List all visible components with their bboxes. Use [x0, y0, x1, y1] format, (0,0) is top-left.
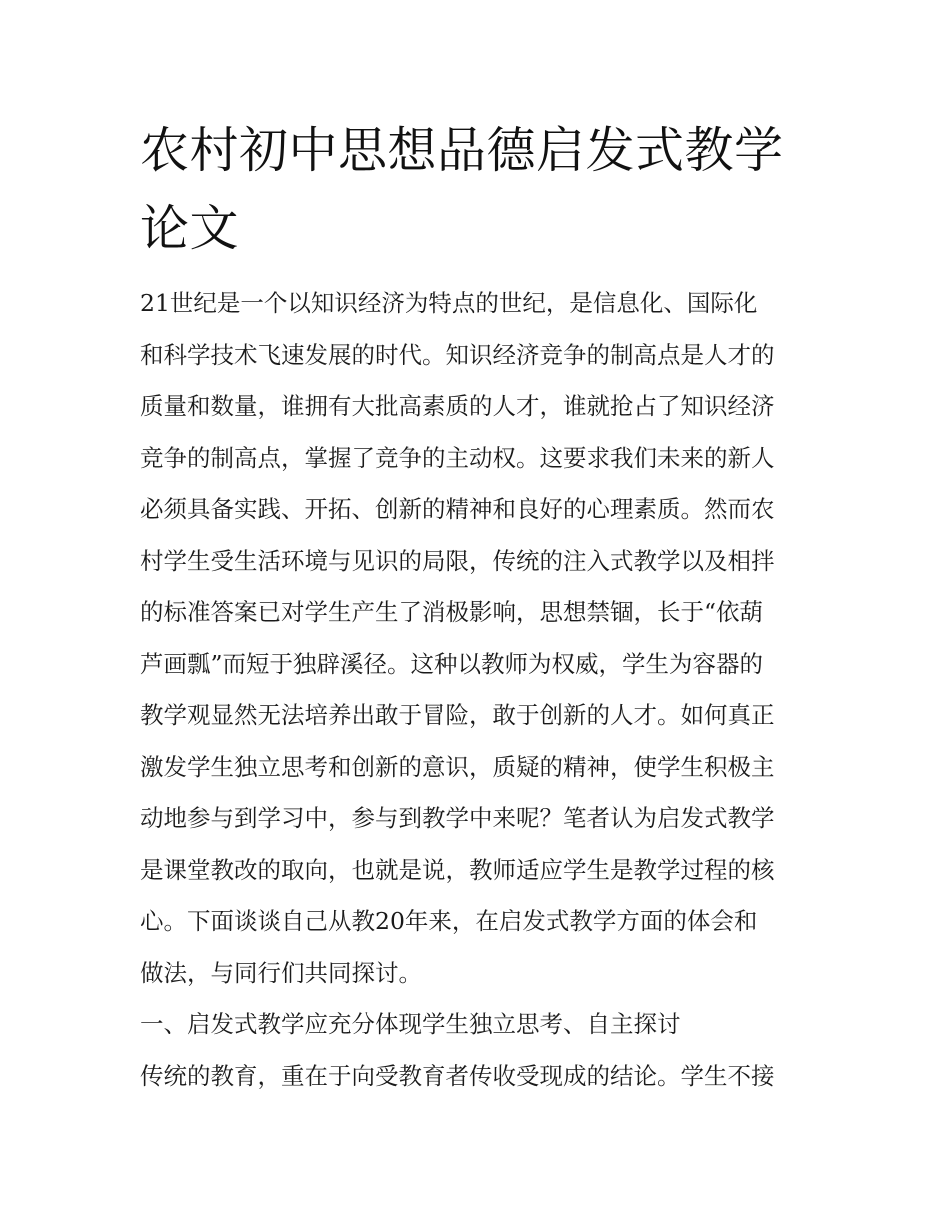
body-line-8: 芦画瓢”而短于独辟溪径。这种以教师为权威，学生为容器的 [140, 649, 764, 678]
body-line-9: 教学观显然无法培养出敢于冒险，敢于创新的人才。如何真正 [140, 701, 775, 729]
body-line-10: 激发学生独立思考和创新的意识，质疑的精神，使学生积极主 [140, 752, 775, 781]
title-line-2: 论文 [140, 200, 240, 257]
body-line-11: 动地参与到学习中，参与到教学中来呢？笔者认为启发式教学 [140, 804, 775, 832]
body-line-14: 做法，与同行们共同探讨。 [140, 958, 422, 987]
body-line-16: 传统的教育，重在于向受教育者传收受现成的结论。学生不接 [140, 1061, 775, 1090]
body-line-6: 村学生受生活环境与见识的局限，传统的注入式教学以及相拌 [140, 546, 775, 575]
body-line-7: 的标准答案已对学生产生了消极影响，思想禁锢，长于“依葫 [140, 598, 764, 626]
body-line-13: 心。下面谈谈自己从教20年来，在启发式教学方面的体会和 [140, 907, 758, 935]
section-heading-1: 一、启发式教学应充分体现学生独立思考、自主探讨 [140, 1010, 681, 1038]
document-body [140, 278, 830, 1102]
body-line-3: 质量和数量，谁拥有大批高素质的人才，谁就抢占了知识经济 [140, 392, 775, 420]
body-line-4: 竞争的制高点，掌握了竞争的主动权。这要求我们未来的新人 [140, 443, 775, 472]
title-line-1: 农村初中思想品德启发式教学 [140, 122, 784, 179]
body-line-12: 是课堂教改的取向，也就是说，教师适应学生是教学过程的核 [140, 855, 775, 884]
body-line-1: 21世纪是一个以知识经济为特点的世纪，是信息化、国际化 [140, 289, 758, 317]
body-line-2: 和科学技术飞速发展的时代。知识经济竞争的制高点是人才的 [140, 340, 775, 369]
body-line-5: 必须具备实践、开拓、创新的精神和良好的心理素质。然而农 [140, 495, 775, 523]
document-title [140, 112, 820, 268]
